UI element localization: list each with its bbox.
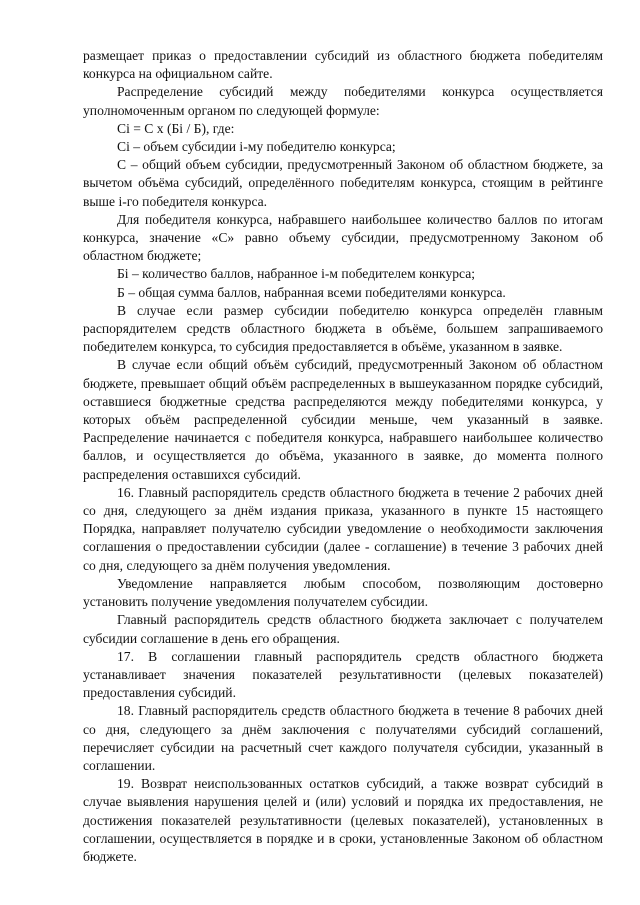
paragraph-agreement: Главный распорядитель средств областного бюджета заключает с получателем субсидии соглашение в день его обращения. xyxy=(83,612,603,646)
paragraph-larger-amount: В случае если размер субсидии победителю конкурса определён главным распорядителем средств областного бюджета в объёме, большем запрашиваемого победителем конкурса, то субсидия предоставляется в объёме, указанном в заявке. xyxy=(83,302,603,355)
paragraph-publication: размещает приказ о предоставлении субсидий из областного бюджета победителям конкурса на официальном сайте. xyxy=(83,48,603,82)
paragraph-top-winner: Для победителя конкурса, набравшего наибольшее количество баллов по итогам конкурса, значение «С» равно объему субсидии, предусмотренному Законом об областном бюджете; xyxy=(83,211,603,264)
paragraph-c-definition: С – общий объем субсидии, предусмотренный Законом об областном бюджете, за вычетом объёма субсидий, определённого победителям конкурса, стоящим в рейтинге выше i-го победителя конкурса. xyxy=(83,157,603,209)
paragraph-b-definition: Б – общая сумма баллов, набранная всеми победителями конкурса. xyxy=(117,284,506,300)
paragraph-item-18: 18. Главный распорядитель средств областного бюджета в течение 8 рабочих дней со дня, следующего за днём заключения с получателями субсидий соглашений, перечисляет субсидии на расчетный счет каждого получателя субсидии, указанный в соглашении. xyxy=(83,703,603,773)
paragraph-remaining-funds: В случае если общий объём субсидий, предусмотренный Законом об областном бюджете, превышает общий объём распределенных в вышеуказанном порядке субсидий, оставшиеся бюджетные средства распределяются между победителями конкурса, у которых объём распределенной субсидии меньше, чем указанный в заявке. Распределение начинается с победителя конкурса, набравшего наибольшее количество баллов, и осуществляется до объёма, указанного в заявке, до момента полного распределения оставшихся субсидий. xyxy=(83,357,603,482)
document-page xyxy=(83,47,603,866)
paragraph-notification: Уведомление направляется любым способом, позволяющим достоверно установить получение уведомления получателем субсидии. xyxy=(83,575,603,610)
paragraph-bi-definition: Бi – количество баллов, набранное i-м победителем конкурса; xyxy=(117,266,476,282)
paragraph-distribution: Распределение субсидий между победителями конкурса осуществляется уполномоченным органом по следующей формуле: xyxy=(83,84,603,118)
paragraph-formula: Сi = С х (Бi / Б), где: xyxy=(117,120,235,136)
paragraph-item-17: 17. В соглашении главный распорядитель средств областного бюджета устанавливает значения показателей результативности (целевых показателей) предоставления субсидий. xyxy=(83,648,603,701)
paragraph-ci-definition: Сi – объем субсидии i-му победителю конкурса; xyxy=(117,139,396,155)
paragraph-item-19: 19. Возврат неиспользованных остатков субсидий, а также возврат субсидий в случае выявления нарушения целей и (или) условий и порядка их предоставления, не достижения показателей результативности (целевых показателей), установленных в соглашении, осуществляется в порядке и в сроки, установленные Законом об областном бюджете. xyxy=(83,776,603,864)
paragraph-item-16: 16. Главный распорядитель средств областного бюджета в течение 2 рабочих дней со дня, следующего за днём издания приказа, указанного в пункте 15 настоящего Порядка, направляет получателю субсидии уведомление о необходимости заключения соглашения о предоставлении субсидии (далее - соглашение) в течение 3 рабочих дней со дня, следующего за днём получения уведомления. xyxy=(83,484,603,573)
